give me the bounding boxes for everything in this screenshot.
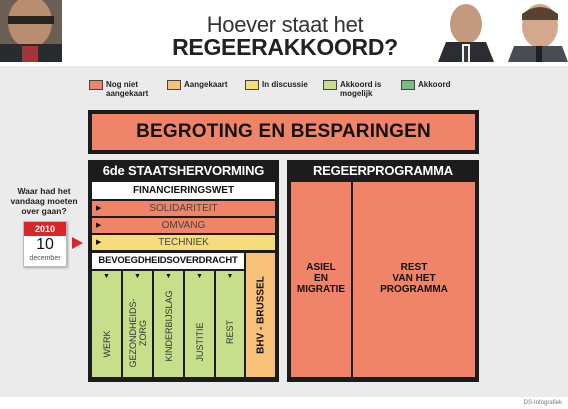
staatshervorming-block — [88, 160, 279, 382]
bhv-brussel-label: BHV - BRUSSEL — [255, 276, 266, 354]
arrow-down-icon: ▼ — [165, 273, 172, 280]
legend-swatch-akkoord-mogelijk — [323, 80, 337, 90]
column-gezondheidszorg-label: GEZONDHEIDS- ZORG — [127, 298, 148, 368]
column-gezondheidszorg — [123, 271, 152, 377]
legend-swatch-akkoord — [401, 80, 415, 90]
asiel-migratie-cell — [291, 182, 351, 377]
calendar-year: 2010 — [24, 222, 66, 236]
person-photo-right-2 — [508, 0, 568, 62]
column-kinderbijslag-label: KINDERBIJSLAG — [163, 290, 174, 362]
legend-label-nog-niet: Nog niet aangekaart — [106, 80, 149, 98]
pointer-arrow-icon — [72, 237, 83, 249]
rest-programma-label: REST VAN HET PROGRAMMA — [380, 262, 448, 295]
regeerprogramma-title: REGEERPROGRAMMA — [312, 163, 453, 178]
regeerprogramma-block — [287, 160, 479, 382]
legend-swatch-nog-niet — [89, 80, 103, 90]
legend-swatch-aangekaart — [167, 80, 181, 90]
arrow-down-icon: ▼ — [103, 273, 110, 280]
column-werk-label: WERK — [101, 330, 112, 358]
rest-programma-cell — [353, 182, 475, 377]
arrow-icon: ▶ — [96, 222, 102, 229]
financieringswet-heading: FINANCIERINGSWET — [92, 182, 275, 199]
row-omvang-label: OMVANG — [161, 220, 206, 231]
column-rest-label: REST — [225, 319, 235, 345]
staatshervorming-title: 6de STAATSHERVORMING — [102, 163, 265, 178]
asiel-migratie-label: ASIEL EN MIGRATIE — [296, 262, 346, 295]
header — [0, 0, 568, 66]
legend-label-aangekaart: Aangekaart — [184, 80, 228, 89]
row-techniek — [92, 234, 275, 250]
calendar-day: 10 — [36, 236, 54, 253]
column-rest — [216, 271, 244, 377]
column-justitie-label: JUSTITIE — [194, 322, 205, 362]
row-techniek-label: TECHNIEK — [158, 237, 209, 248]
bevoegdheidsoverdracht-heading: BEVOEGDHEIDSOVERDRACHT — [92, 253, 244, 269]
calendar-month: december — [29, 255, 61, 262]
legend-label-akkoord-mogelijk: Akkoord is mogelijk — [340, 80, 382, 98]
calendar-icon — [23, 221, 67, 267]
headline-line-2: REGEERAKKOORD? — [172, 34, 398, 60]
headline-line-1: Hoever staat het — [206, 12, 364, 37]
arrow-down-icon: ▼ — [134, 273, 141, 280]
column-kinderbijslag — [154, 271, 183, 377]
arrow-icon: ▶ — [96, 205, 102, 212]
begroting-banner — [88, 110, 479, 154]
arrow-down-icon: ▼ — [226, 273, 234, 280]
legend-swatch-in-discussie — [245, 80, 259, 90]
column-werk — [92, 271, 121, 377]
column-justitie — [185, 271, 214, 377]
row-omvang — [92, 217, 275, 233]
arrow-icon: ▶ — [96, 239, 102, 246]
row-solidariteit — [92, 200, 275, 216]
legend-label-akkoord: Akkoord — [418, 80, 451, 89]
legend-label-in-discussie: In discussie — [262, 80, 308, 89]
begroting-label: BEGROTING EN BESPARINGEN — [92, 114, 475, 150]
person-photo-left — [0, 0, 62, 62]
credit-line: DS-Infografiek — [523, 400, 562, 406]
deadline-question: Waar had het vandaag moeten over gaan? — [10, 186, 78, 216]
person-photo-right-1 — [436, 0, 496, 62]
bhv-brussel-column — [246, 253, 275, 377]
row-solidariteit-label: SOLIDARITEIT — [149, 203, 218, 214]
arrow-down-icon: ▼ — [196, 273, 203, 280]
